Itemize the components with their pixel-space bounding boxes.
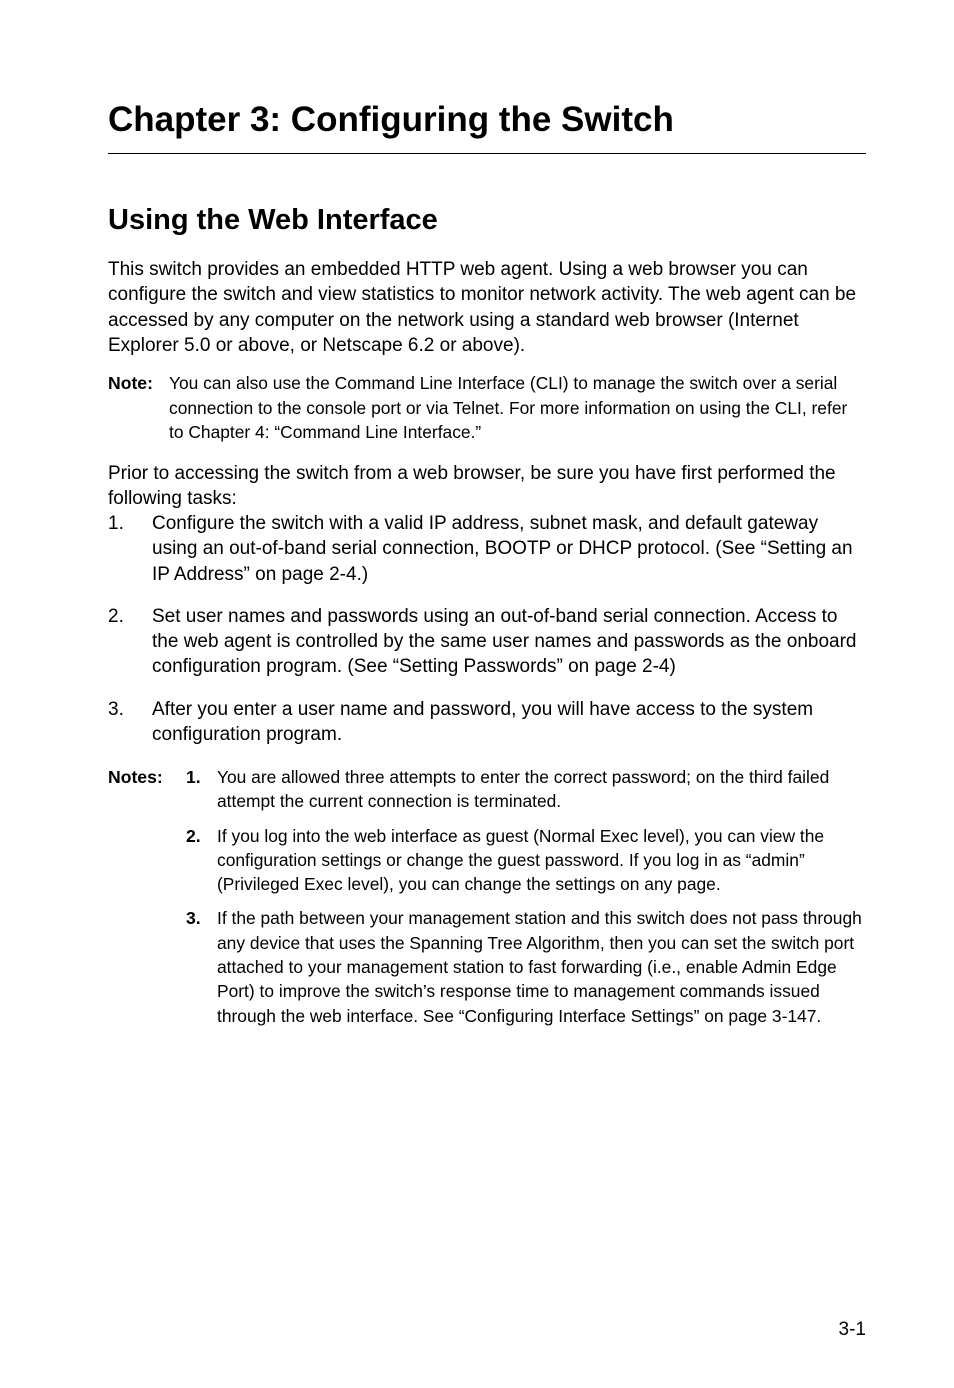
note-label: Note: [108, 373, 153, 393]
note-item [108, 906, 866, 1027]
note-item-text: If you log into the web interface as guest (Normal Exec level), you can view the configuration settings or change the guest password. If you log in as “admin” (Privileged Exec level), you can change the settings on any page. [217, 825, 825, 895]
list-item-text: After you enter a user name and password, you will have access to the system configuration program. [152, 698, 814, 746]
list-item-number: 2. [108, 605, 124, 627]
section-title: Using the Web Interface [108, 204, 438, 236]
notes-label: Notes: [108, 767, 163, 787]
list-item-text: Configure the switch with a valid IP address, subnet mask, and default gateway using an out-of-band serial connection, BOOTP or DHCP protocol. (See “Setting an IP Address” on page 2-4.) [152, 513, 853, 585]
note-item [108, 765, 866, 814]
list-item [108, 697, 866, 748]
intro-paragraph: This switch provides an embedded HTTP web agent. Using a web browser you can configure the switch and view statistics to monitor network activity. The web agent can be accessed by any computer on the network using a standard web browser (Internet Explorer 5.0 or above, or Netscape 6.2 or above). [108, 259, 857, 356]
notes-list [108, 765, 866, 1028]
note-item-number: 1. [186, 767, 201, 787]
note-item-text: You are allowed three attempts to enter the correct password; on the third failed attempt the current connection is terminated. [217, 767, 830, 812]
page-number: 3-1 [838, 1319, 866, 1340]
chapter-divider [108, 153, 866, 154]
list-item [108, 511, 866, 587]
list-item-number: 1. [108, 513, 124, 534]
note-block [108, 371, 866, 445]
prior-paragraph: Prior to accessing the switch from a web browser, be sure you have first performed the following tasks: [108, 463, 836, 510]
note-item-text: If the path between your management station and this switch does not pass through any device that uses the Spanning Tree Algorithm, then you can set the switch port attached to your management station to fast forwarding (i.e., enable Admin Edge Port) to improve the switch’s response time to management commands issued through the web interface. See “Configuring Interface Settings” on page 3-147. [217, 908, 862, 1026]
list-item [108, 604, 866, 680]
note-item-number: 3. [186, 908, 201, 929]
note-item [108, 824, 866, 897]
document-page [108, 0, 866, 1388]
task-list [108, 511, 866, 764]
note-item-number: 2. [186, 825, 201, 846]
notes-block [108, 765, 866, 1038]
note-text: You can also use the Command Line Interface (CLI) to manage the switch over a serial connection to the console port or via Telnet. For more information on using the CLI, refer to Chapter 4: “Command Line Interface.” [169, 373, 848, 442]
list-item-number: 3. [108, 698, 124, 720]
list-item-text: Set user names and passwords using an out-of-band serial connection. Access to the web agent is controlled by the same user names and passwords as the onboard configuration program. (See “Setting Passwords” on page 2-4) [152, 605, 857, 678]
chapter-title: Chapter 3: Configuring the Switch [108, 100, 674, 139]
